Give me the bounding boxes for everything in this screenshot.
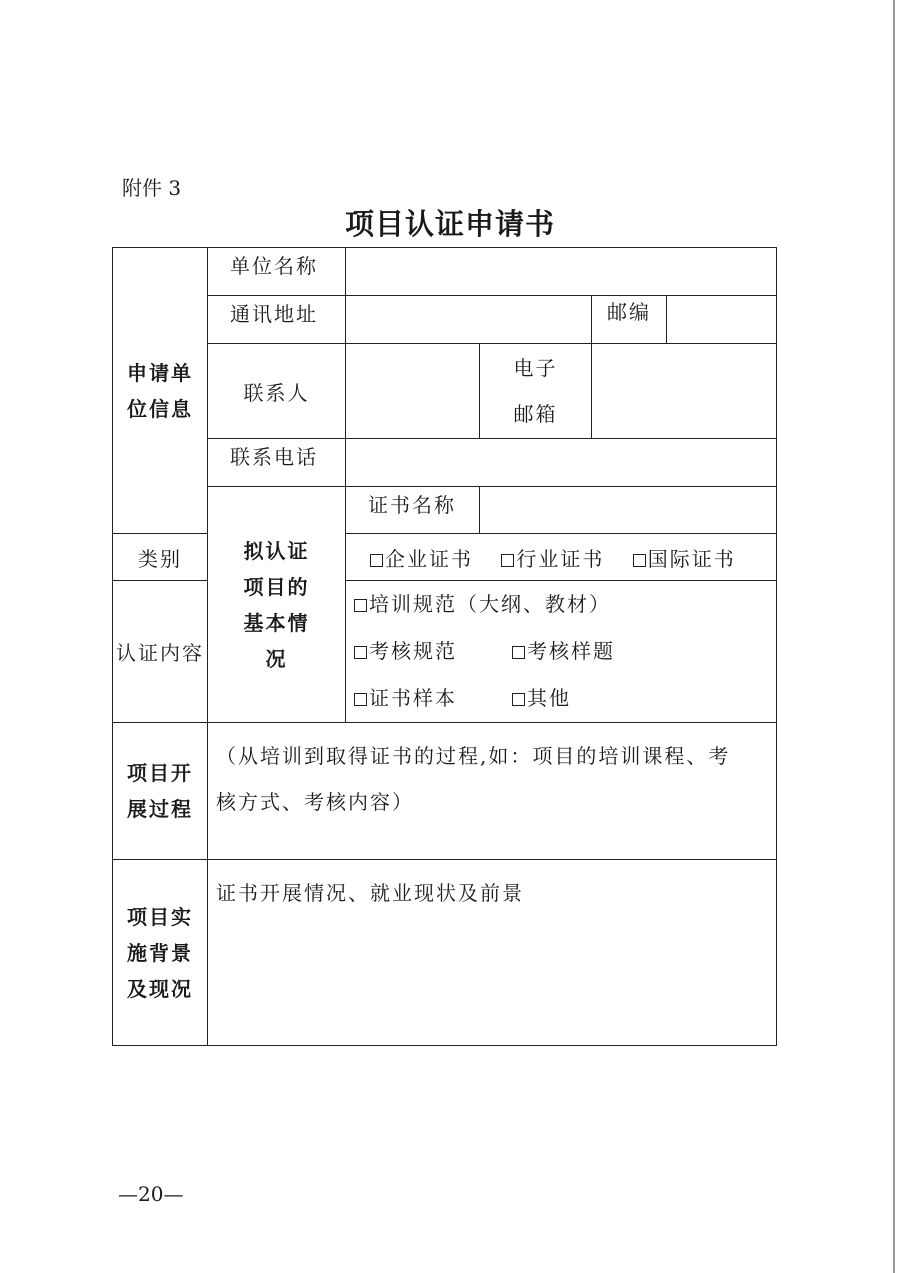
attachment-label: 附件 3: [122, 176, 182, 200]
checkbox-icon[interactable]: [354, 693, 367, 706]
page-number: —20—: [118, 1182, 184, 1206]
cert-name-label: 证书名称: [346, 487, 480, 534]
contact-person-field[interactable]: [346, 344, 480, 439]
option-other[interactable]: 其他: [512, 686, 571, 710]
checkbox-icon[interactable]: [501, 554, 514, 567]
section-header-project-basics: 拟认证 项目的 基本情 况: [208, 487, 346, 723]
phone-label: 联系电话: [208, 439, 346, 487]
option-exam-sample[interactable]: 考核样题: [512, 639, 615, 663]
checkbox-icon[interactable]: [512, 646, 525, 659]
section-header-background-status: 项目实 施背景 及现况: [113, 860, 208, 1046]
postcode-label: 邮编: [592, 296, 667, 344]
section-header-project-process: 项目开 展过程: [113, 723, 208, 860]
unit-name-field[interactable]: [346, 248, 777, 296]
background-status-field[interactable]: [208, 860, 777, 1046]
checkbox-icon[interactable]: [512, 693, 525, 706]
option-cert-sample[interactable]: 证书样本: [354, 675, 512, 722]
cert-name-field[interactable]: [480, 487, 777, 534]
checkbox-icon[interactable]: [370, 554, 383, 567]
document-title: 项目认证申请书: [344, 207, 555, 241]
contact-person-label: 联系人: [208, 344, 346, 439]
email-label: 电子 邮箱: [480, 344, 592, 439]
phone-field[interactable]: [346, 439, 777, 487]
address-label: 通讯地址: [208, 296, 346, 344]
option-international-cert[interactable]: 国际证书: [633, 543, 736, 572]
cert-content-label: 认证内容: [113, 581, 208, 723]
email-field[interactable]: [592, 344, 777, 439]
option-exam-spec[interactable]: 考核规范: [354, 628, 512, 675]
category-label: 类别: [113, 534, 208, 581]
checkbox-icon[interactable]: [354, 646, 367, 659]
address-field[interactable]: [346, 296, 592, 344]
checkbox-icon[interactable]: [354, 599, 367, 612]
option-industry-cert[interactable]: 行业证书: [501, 543, 604, 572]
project-process-field[interactable]: [208, 723, 777, 860]
cert-content-options: [346, 581, 777, 723]
unit-name-label: 单位名称: [208, 248, 346, 296]
background-hint: 证书开展情况、就业现状及前景: [216, 881, 524, 905]
page-edge-line: [893, 0, 895, 1273]
option-enterprise-cert[interactable]: 企业证书: [370, 543, 473, 572]
category-options: [346, 534, 777, 581]
postcode-field[interactable]: [667, 296, 777, 344]
option-training-spec[interactable]: 培训规范（大纲、教材）: [354, 592, 611, 616]
checkbox-icon[interactable]: [633, 554, 646, 567]
section-header-applicant-info: 申请单 位信息: [113, 248, 208, 534]
process-hint-line-2: 核方式、考核内容）: [216, 790, 414, 814]
process-hint-line-1: （从培训到取得证书的过程,如：项目的培训课程、考: [216, 744, 731, 768]
application-form-table: [112, 247, 777, 1046]
